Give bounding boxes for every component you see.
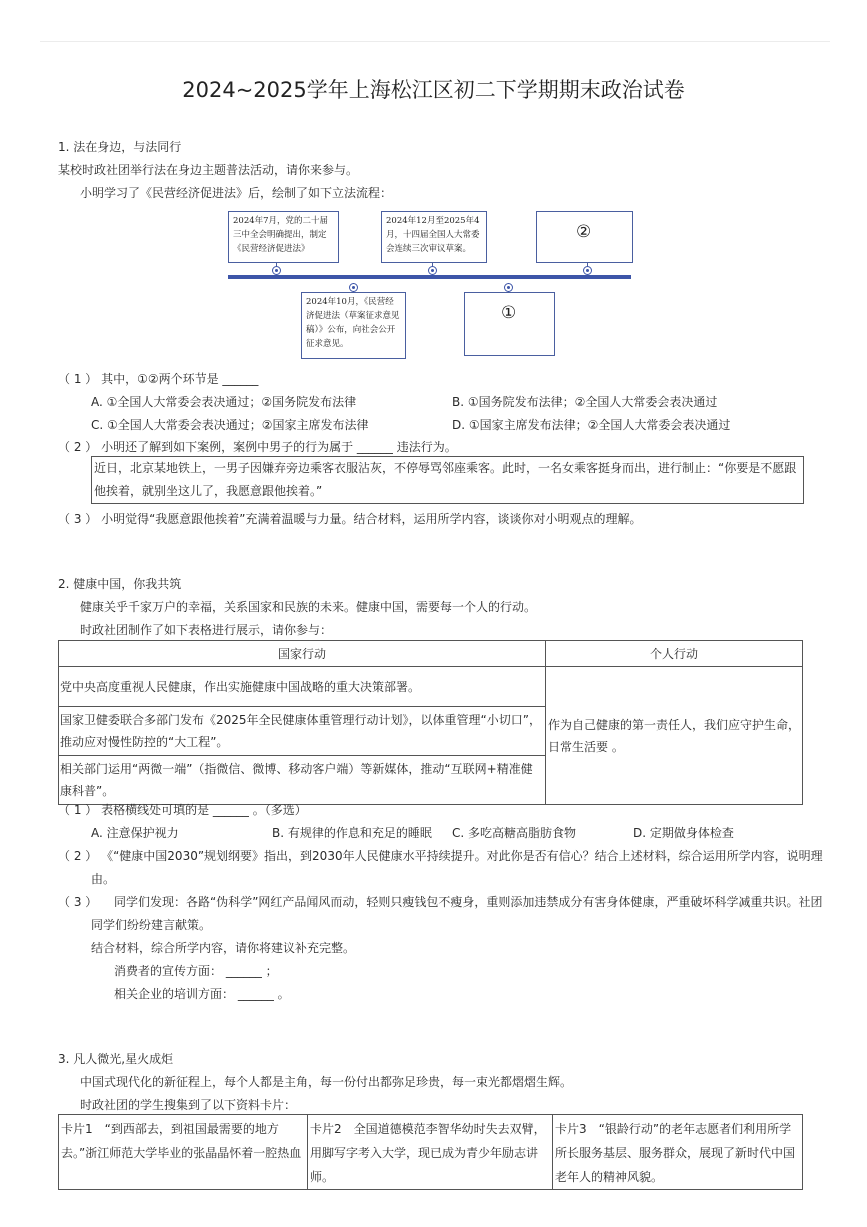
q1-heading: 1. 法在身边，与法同行 bbox=[58, 140, 182, 154]
header-divider bbox=[40, 41, 830, 42]
q2-heading: 2. 健康中国，你我共筑 bbox=[58, 577, 182, 591]
q2-sub3-instruction: 结合材料，综合所学内容，请你将建议补充完整。 bbox=[91, 941, 356, 955]
q2-sub2: （ 2 ） 《“健康中国2030”规划纲要》指出，到2030年人民健康水平持续提升。对此你是否有信心？结合上述材料，综合运用所学内容，说明理 bbox=[58, 849, 823, 863]
table-header-national: 国家行动 bbox=[59, 641, 546, 667]
q2-sub3-blank-2: 相关企业的培训方面： ______ 。 bbox=[114, 987, 290, 1001]
q2-option-b[interactable]: B. 有规律的作息和充足的睡眠 bbox=[272, 826, 432, 840]
q3-intro: 中国式现代化的新征程上，每个人都是主角，每一份付出都弥足珍贵，每一束光都熠熠生辉。 bbox=[80, 1075, 573, 1089]
q1-option-d[interactable]: D. ①国家主席发布法律；②全国人大常委会表决通过 bbox=[452, 418, 731, 432]
q2-intro: 健康关乎千家万户的幸福，关系国家和民族的未来。健康中国，需要每一个人的行动。 bbox=[80, 600, 537, 614]
material-card-2: 卡片2 全国道德模范李智华幼时失去双臂，用脚写字考入大学，现已成为青少年励志讲师。 bbox=[308, 1115, 553, 1190]
q2-sub1: （ 1 ） 表格横线处可填的是 ______ 。（多选） bbox=[58, 803, 307, 817]
q1-option-a[interactable]: A. ①全国人大常委会表决通过；②国务院发布法律 bbox=[91, 395, 357, 409]
q2-sub3-blank-1: 消费者的宣传方面： ______ ； bbox=[114, 964, 278, 978]
q1-sub1: （ 1 ） 其中，①②两个环节是 ______ bbox=[58, 372, 259, 386]
table-row: 党中央高度重视人民健康，作出实施健康中国战略的重大决策部署。 bbox=[59, 667, 546, 707]
table-header-personal: 个人行动 bbox=[546, 641, 803, 667]
q2-intro2: 时政社团制作了如下表格进行展示，请你参与： bbox=[80, 623, 333, 637]
q2-option-d[interactable]: D. 定期做身体检查 bbox=[633, 826, 734, 840]
q1-option-c[interactable]: C. ①全国人大常委会表决通过；②国家主席发布法律 bbox=[91, 418, 369, 432]
q1-option-b[interactable]: B. ①国务院发布法律；②全国人大常委会表决通过 bbox=[452, 395, 718, 409]
timeline-box-5: ② bbox=[536, 211, 633, 263]
material-card-1: 卡片1 “到西部去，到祖国最需要的地方去。”浙江师范大学毕业的张晶晶怀着一腔热血 bbox=[59, 1115, 308, 1190]
timeline-node-4 bbox=[504, 283, 513, 292]
timeline-box-1: 2024年7月，党的二十届三中全会明确提出，制定《民营经济促进法》 bbox=[228, 211, 339, 263]
timeline-box-3: 2024年12月至2025年4月，十四届全国人大常委会连续三次审议草案。 bbox=[381, 211, 487, 263]
q2-sub3: 同学们发现：各路“伪科学”网红产品闻风而动，轻则只瘦钱包不瘦身，重则添加违禁成分有害身体健康，严重破坏科学减重共识。社团 bbox=[114, 895, 823, 909]
q1-sub3: （ 3 ） 小明觉得“我愿意跟他挨着”充满着温暖与力量。结合材料，运用所学内容，谈谈你对小明观点的理解。 bbox=[58, 512, 642, 526]
q1-intro: 某校时政社团举行法在身边主题普法活动，请你来参与。 bbox=[58, 163, 359, 177]
timeline-axis bbox=[228, 275, 631, 279]
timeline-node-2 bbox=[349, 283, 358, 292]
q3-heading: 3. 凡人微光,星火成炬 bbox=[58, 1052, 174, 1066]
timeline-node-1 bbox=[272, 266, 281, 275]
timeline-node-3 bbox=[428, 266, 437, 275]
q2-option-a[interactable]: A. 注意保护视力 bbox=[91, 826, 179, 840]
health-action-table bbox=[58, 640, 803, 805]
timeline-node-5 bbox=[583, 266, 592, 275]
page-title: 2024~2025学年上海松江区初二下学期期末政治试卷 bbox=[182, 78, 685, 102]
table-row: 国家卫健委联合多部门发布《2025年全民健康体重管理行动计划》，以体重管理“小切口”，推动应对慢性防控的“大工程”。 bbox=[59, 707, 546, 756]
q3-intro2: 时政社团的学生搜集到了以下资料卡片： bbox=[80, 1098, 297, 1112]
table-row: 相关部门运用“两微一端”（指微信、微博、移动客户端）等新媒体，推动“互联网+精准健康科普”。 bbox=[59, 756, 546, 805]
case-material-box bbox=[91, 456, 804, 504]
q2-sub2-cont: 由。 bbox=[91, 872, 116, 886]
q2-option-c[interactable]: C. 多吃高糖高脂肪食物 bbox=[452, 826, 577, 840]
q2-sub3-label: （ 3 ） bbox=[58, 895, 98, 909]
q1-intro2: 小明学习了《民营经济促进法》后，绘制了如下立法流程： bbox=[80, 186, 393, 200]
material-cards-table bbox=[58, 1114, 803, 1190]
timeline-box-4: ① bbox=[464, 292, 555, 356]
q2-sub3-cont: 同学们纷纷建言献策。 bbox=[91, 918, 212, 932]
timeline-box-2: 2024年10月，《民营经济促进法（草案征求意见稿）》公布，向社会公开征求意见。 bbox=[301, 292, 406, 359]
table-cell-personal: 作为自己健康的第一责任人，我们应守护生命，日常生活要 。 bbox=[546, 667, 803, 805]
case-text: 近日，北京某地铁上，一男子因嫌弃旁边乘客衣服沾灰，不停辱骂邻座乘客。此时，一名女乘客挺身而出，进行制止：“你要是不愿跟他挨着，就别坐这儿了，我愿意跟他挨着。” bbox=[94, 461, 797, 498]
q1-sub2: （ 2 ） 小明还了解到如下案例，案例中男子的行为属于 ______ 违法行为。 bbox=[58, 440, 457, 454]
material-card-3: 卡片3 “银龄行动”的老年志愿者们利用所学所长服务基层、服务群众，展现了新时代中国老年人的精神风貌。 bbox=[553, 1115, 803, 1190]
